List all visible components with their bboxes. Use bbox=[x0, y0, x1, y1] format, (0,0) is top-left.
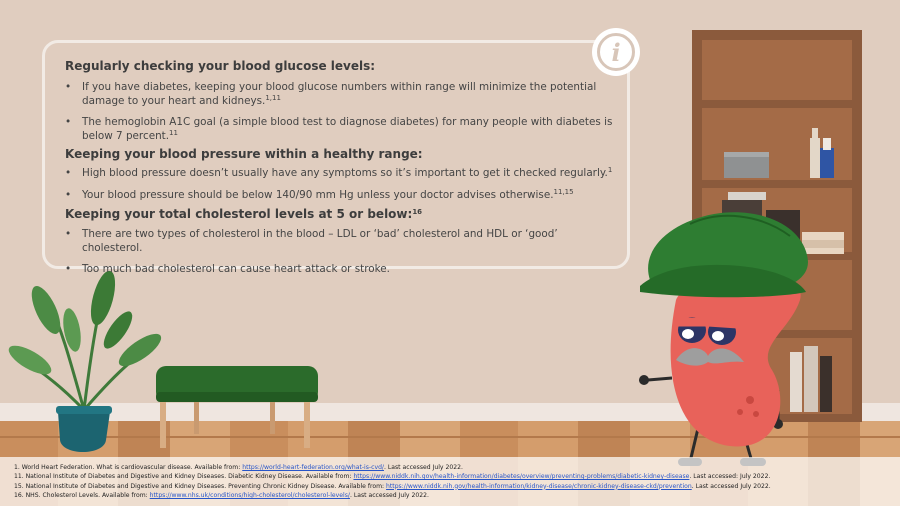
reference-1-link[interactable]: https://world-heart-federation.org/what-is-cvd/ bbox=[242, 464, 384, 471]
section-list-glucose bbox=[65, 81, 613, 151]
list-item: • Too much bad cholesterol can cause heart attack or stroke. bbox=[65, 263, 613, 277]
info-card bbox=[42, 40, 630, 275]
list-item: • High blood pressure doesn’t usually have any symptoms so it’s important to get it checked regularly.$^1$ bbox=[65, 167, 613, 181]
section-heading-blood-pressure: Keeping your blood pressure within a healthy range: bbox=[65, 147, 423, 161]
list-item: • Your blood pressure should be below 140/90 mm Hg unless your doctor advises otherwise.$^{11,15}$ bbox=[65, 189, 613, 203]
section-heading-glucose: Regularly checking your blood glucose levels: bbox=[65, 59, 376, 73]
list-item: • If you have diabetes, keeping your blood glucose numbers within range will minimize the potential damage to your heart and kidneys.$^{1,11}$ bbox=[65, 81, 613, 108]
reference-11: 11. National Institute of Diabetes and Digestive and Kidney Diseases. Diabetic Kidney Disease. Available from: https://www.niddk.nih.gov/health-information/diabetes/overview/preventing-problems/diabetic-kidney-disease. Last accessed: July 2022. bbox=[14, 473, 771, 481]
potted-plant-illustration bbox=[5, 268, 166, 452]
reference-11-link[interactable]: https://www.niddk.nih.gov/health-information/diabetes/overview/preventing-problems/diabetic-kidney-disease bbox=[353, 473, 690, 481]
list-item: • There are two types of cholesterol in the blood – LDL or ‘bad’ cholesterol and HDL or ‘good’ cholesterol. bbox=[65, 228, 613, 255]
info-icon bbox=[592, 28, 640, 76]
reference-15: 15. National Institute of Diabetes and Digestive and Kidney Diseases. Preventing Chronic Kidney Disease. Available from: https://www.niddk.nih.gov/health-information/kidney-disease/chronic-kidney-disease-ckd/prevention. Last accessed July 2022. bbox=[14, 482, 771, 490]
info-icon-glyph: i bbox=[597, 33, 635, 71]
list-item: • The hemoglobin A1C goal (a simple blood test to diagnose diabetes) for many people with diabetes is below 7 percent.$^{11}$ bbox=[65, 116, 613, 143]
reference-16: 16. NHS. Cholesterol Levels. Available from: https://www.nhs.uk/conditions/high-cholesterol/cholesterol-levels/. Last accessed July 2022. bbox=[14, 491, 429, 499]
reference-1: 1. World Heart Federation. What is cardiovascular disease. Available from: https://world-heart-federation.org/what-is-cvd/. Last accessed July 2022. bbox=[14, 464, 463, 471]
section-list-cholesterol bbox=[65, 228, 613, 285]
references-footer bbox=[0, 457, 900, 506]
section-heading-cholesterol: Keeping your total cholesterol levels at 5 or below:$^{16}$ bbox=[65, 207, 423, 221]
reference-15-link[interactable]: https://www.niddk.nih.gov/health-information/kidney-disease/chronic-kidney-disease-ckd/prevention bbox=[386, 482, 692, 490]
reference-16-link[interactable]: https://www.nhs.uk/conditions/high-cholesterol/cholesterol-levels/ bbox=[149, 491, 350, 499]
section-list-blood-pressure bbox=[65, 167, 613, 210]
green-bench-illustration bbox=[156, 366, 318, 448]
